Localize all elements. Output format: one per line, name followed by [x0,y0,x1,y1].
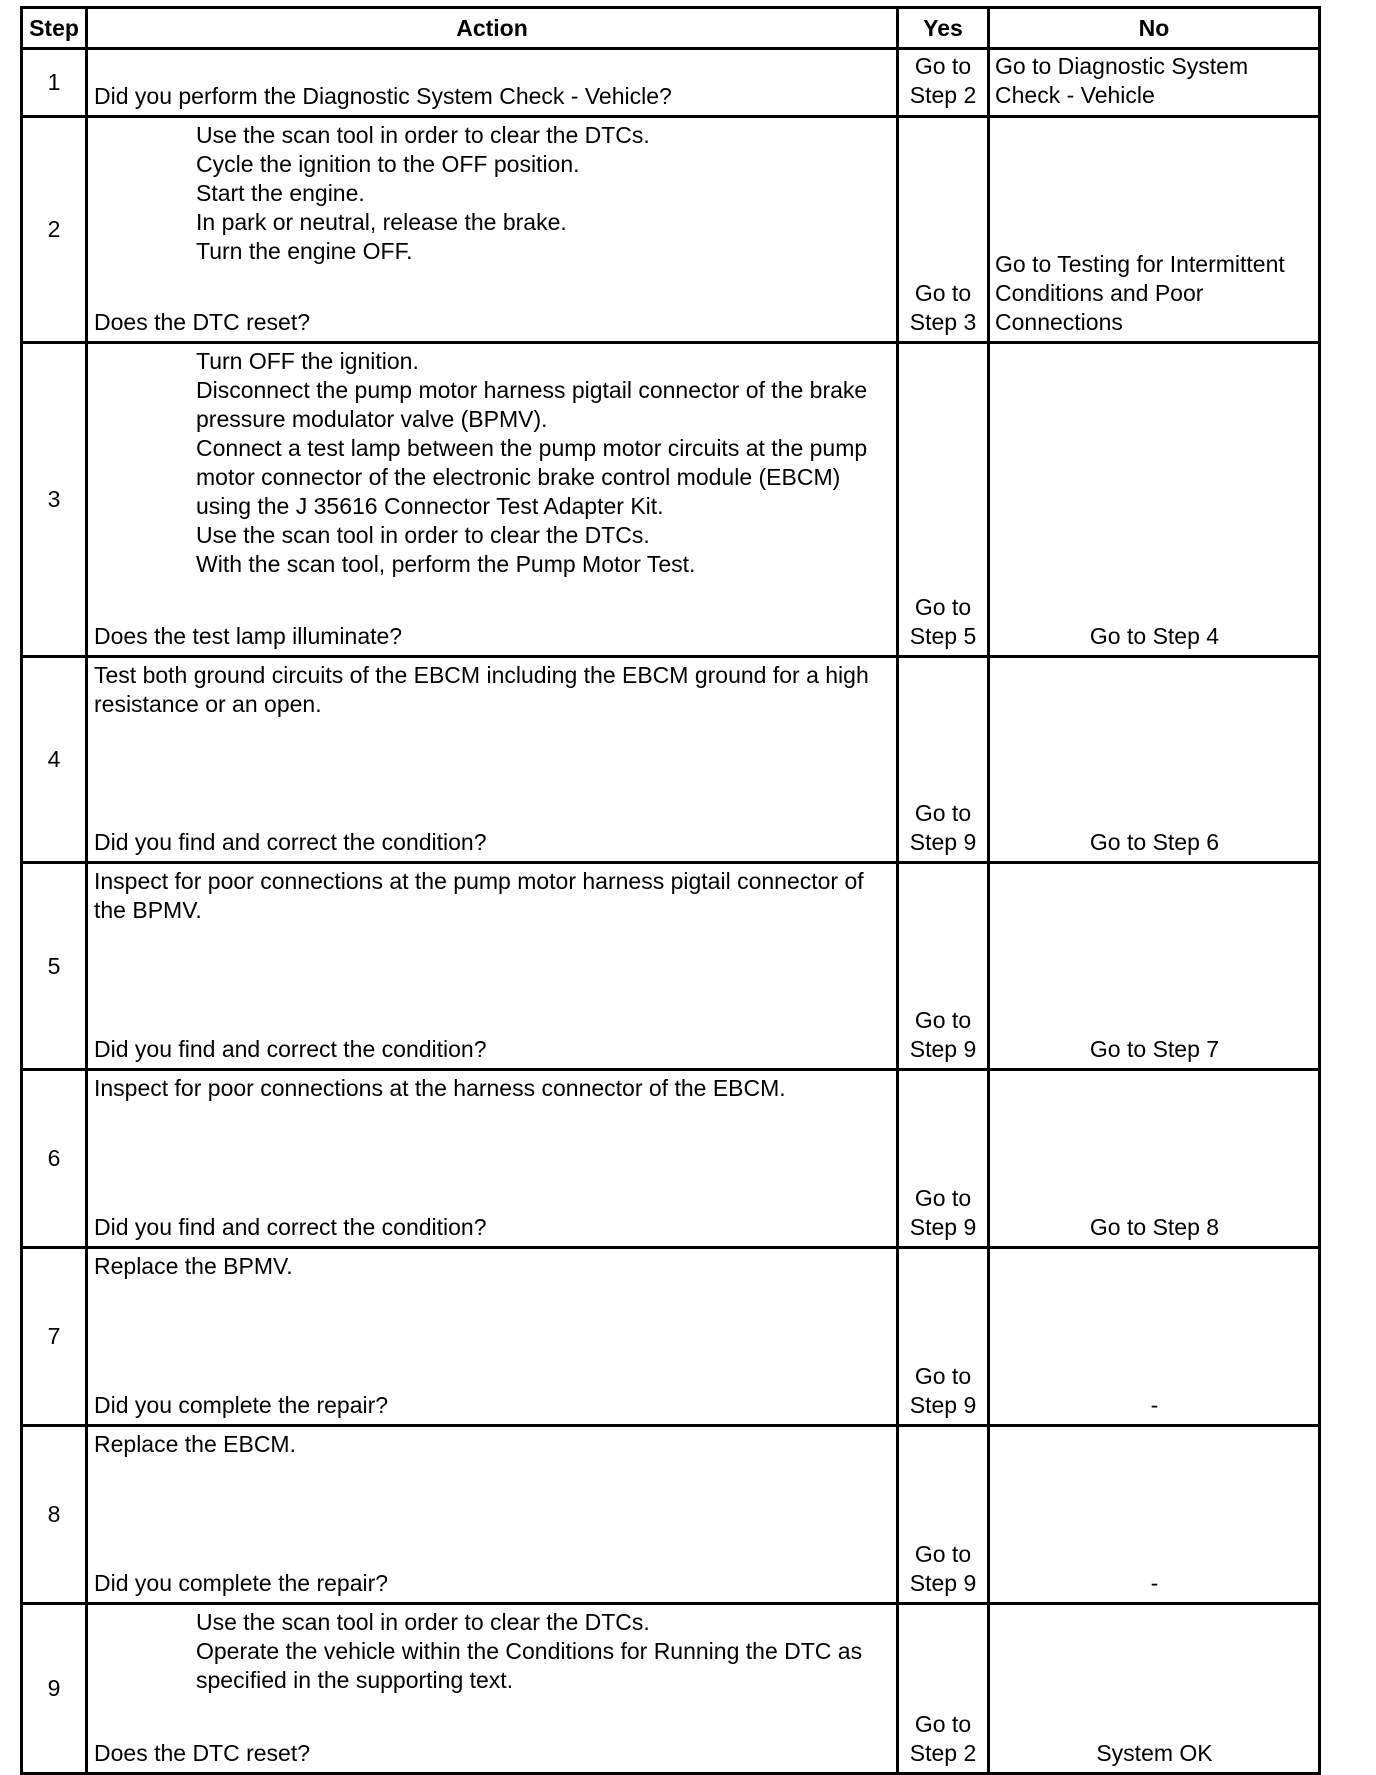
header-row [22,8,1320,49]
action-cell [87,117,898,343]
action-instructions [94,1074,892,1103]
action-question: Does the DTC reset? [94,309,311,335]
action-instructions [94,661,892,719]
action-step-item: Turn the engine OFF. [196,238,413,264]
no-result: Go to Step 8 [989,1070,1320,1248]
header-step: Step [22,8,87,49]
step-number: 5 [22,863,87,1070]
no-result: Go to Testing for Intermittent Conditions and Poor Connections [989,117,1320,343]
action-content [88,118,896,341]
no-result: System OK [989,1604,1320,1774]
action-instructions [94,1608,892,1695]
action-cell [87,1604,898,1774]
diagnostic-table [20,6,1321,1775]
action-cell [87,657,898,863]
action-step-item: With the scan tool, perform the Pump Motor Test. [196,551,696,577]
action-instructions [94,867,892,925]
action-step-list [94,347,892,579]
action-step-item: Disconnect the pump motor harness pigtail connector of the brake pressure modulator valve (BPMV). [196,377,868,432]
yes-result: Go to Step 5 [898,343,989,657]
action-cell [87,1070,898,1248]
no-result: Go to Step 4 [989,343,1320,657]
action-step-item: Operate the vehicle within the Conditions for Running the DTC as specified in the supporting text. [196,1638,863,1693]
diagnostic-table-container [20,6,1321,1775]
table-row [22,1248,1320,1426]
table-row [22,343,1320,657]
action-question: Did you perform the Diagnostic System Check - Vehicle? [94,83,672,109]
action-content [88,1249,896,1424]
action-question: Did you find and correct the condition? [94,1214,487,1240]
table-row [22,863,1320,1070]
no-result: Go to Step 7 [989,863,1320,1070]
step-number: 2 [22,117,87,343]
action-cell [87,1426,898,1604]
step-number: 1 [22,49,87,117]
action-content [88,864,896,1068]
yes-result: Go to Step 9 [898,863,989,1070]
action-step-item: Use the scan tool in order to clear the DTCs. [196,122,650,148]
action-cell [87,863,898,1070]
action-cell [87,49,898,117]
action-content [88,1071,896,1246]
yes-result: Go to Step 9 [898,1248,989,1426]
step-number: 4 [22,657,87,863]
step-number: 6 [22,1070,87,1248]
yes-result: Go to Step 3 [898,117,989,343]
action-step-list [94,121,892,266]
no-result: Go to Diagnostic System Check - Vehicle [989,49,1320,117]
action-step-item: Connect a test lamp between the pump motor circuits at the pump motor connector of the electronic brake control module (EBCM) using the J 35616 Connector Test Adapter Kit. [196,435,868,519]
step-number: 7 [22,1248,87,1426]
action-question: Did you complete the repair? [94,1392,389,1418]
table-row [22,1604,1320,1774]
action-content [88,1427,896,1602]
step-number: 3 [22,343,87,657]
action-instructions [94,1430,892,1459]
action-content [88,658,896,861]
step-number: 8 [22,1426,87,1604]
action-instructions [94,121,892,266]
action-step-list [94,1608,892,1695]
table-row [22,117,1320,343]
action-step-item: Cycle the ignition to the OFF position. [196,151,580,177]
table-row [22,1426,1320,1604]
yes-result: Go to Step 9 [898,657,989,863]
action-intro: Test both ground circuits of the EBCM including the EBCM ground for a high resistance or an open. [94,662,869,717]
no-result: - [989,1426,1320,1604]
action-step-item: Use the scan tool in order to clear the DTCs. [196,1609,650,1635]
yes-result: Go to Step 2 [898,49,989,117]
action-step-item: Use the scan tool in order to clear the DTCs. [196,522,650,548]
action-question: Did you find and correct the condition? [94,1036,487,1062]
action-instructions [94,347,892,579]
no-result: - [989,1248,1320,1426]
action-instructions [94,1252,892,1281]
header-no: No [989,8,1320,49]
yes-result: Go to Step 2 [898,1604,989,1774]
table-row [22,49,1320,117]
table-row [22,1070,1320,1248]
action-content [88,1605,896,1772]
table-row [22,657,1320,863]
header-yes: Yes [898,8,989,49]
action-cell [87,1248,898,1426]
action-step-item: Start the engine. [196,180,365,206]
action-intro: Inspect for poor connections at the harness connector of the EBCM. [94,1075,786,1101]
action-question: Does the DTC reset? [94,1740,311,1766]
action-question: Did you find and correct the condition? [94,829,487,855]
step-number: 9 [22,1604,87,1774]
action-content [88,344,896,655]
table-body [22,49,1320,1774]
action-intro: Replace the BPMV. [94,1253,293,1279]
action-intro: Inspect for poor connections at the pump motor harness pigtail connector of the BPMV. [94,868,864,923]
action-question: Does the test lamp illuminate? [94,623,403,649]
action-content [88,50,896,115]
action-question: Did you complete the repair? [94,1570,389,1596]
action-cell [87,343,898,657]
header-action: Action [87,8,898,49]
yes-result: Go to Step 9 [898,1426,989,1604]
no-result: Go to Step 6 [989,657,1320,863]
action-step-item: Turn OFF the ignition. [196,348,419,374]
action-intro: Replace the EBCM. [94,1431,296,1457]
action-step-item: In park or neutral, release the brake. [196,209,567,235]
yes-result: Go to Step 9 [898,1070,989,1248]
